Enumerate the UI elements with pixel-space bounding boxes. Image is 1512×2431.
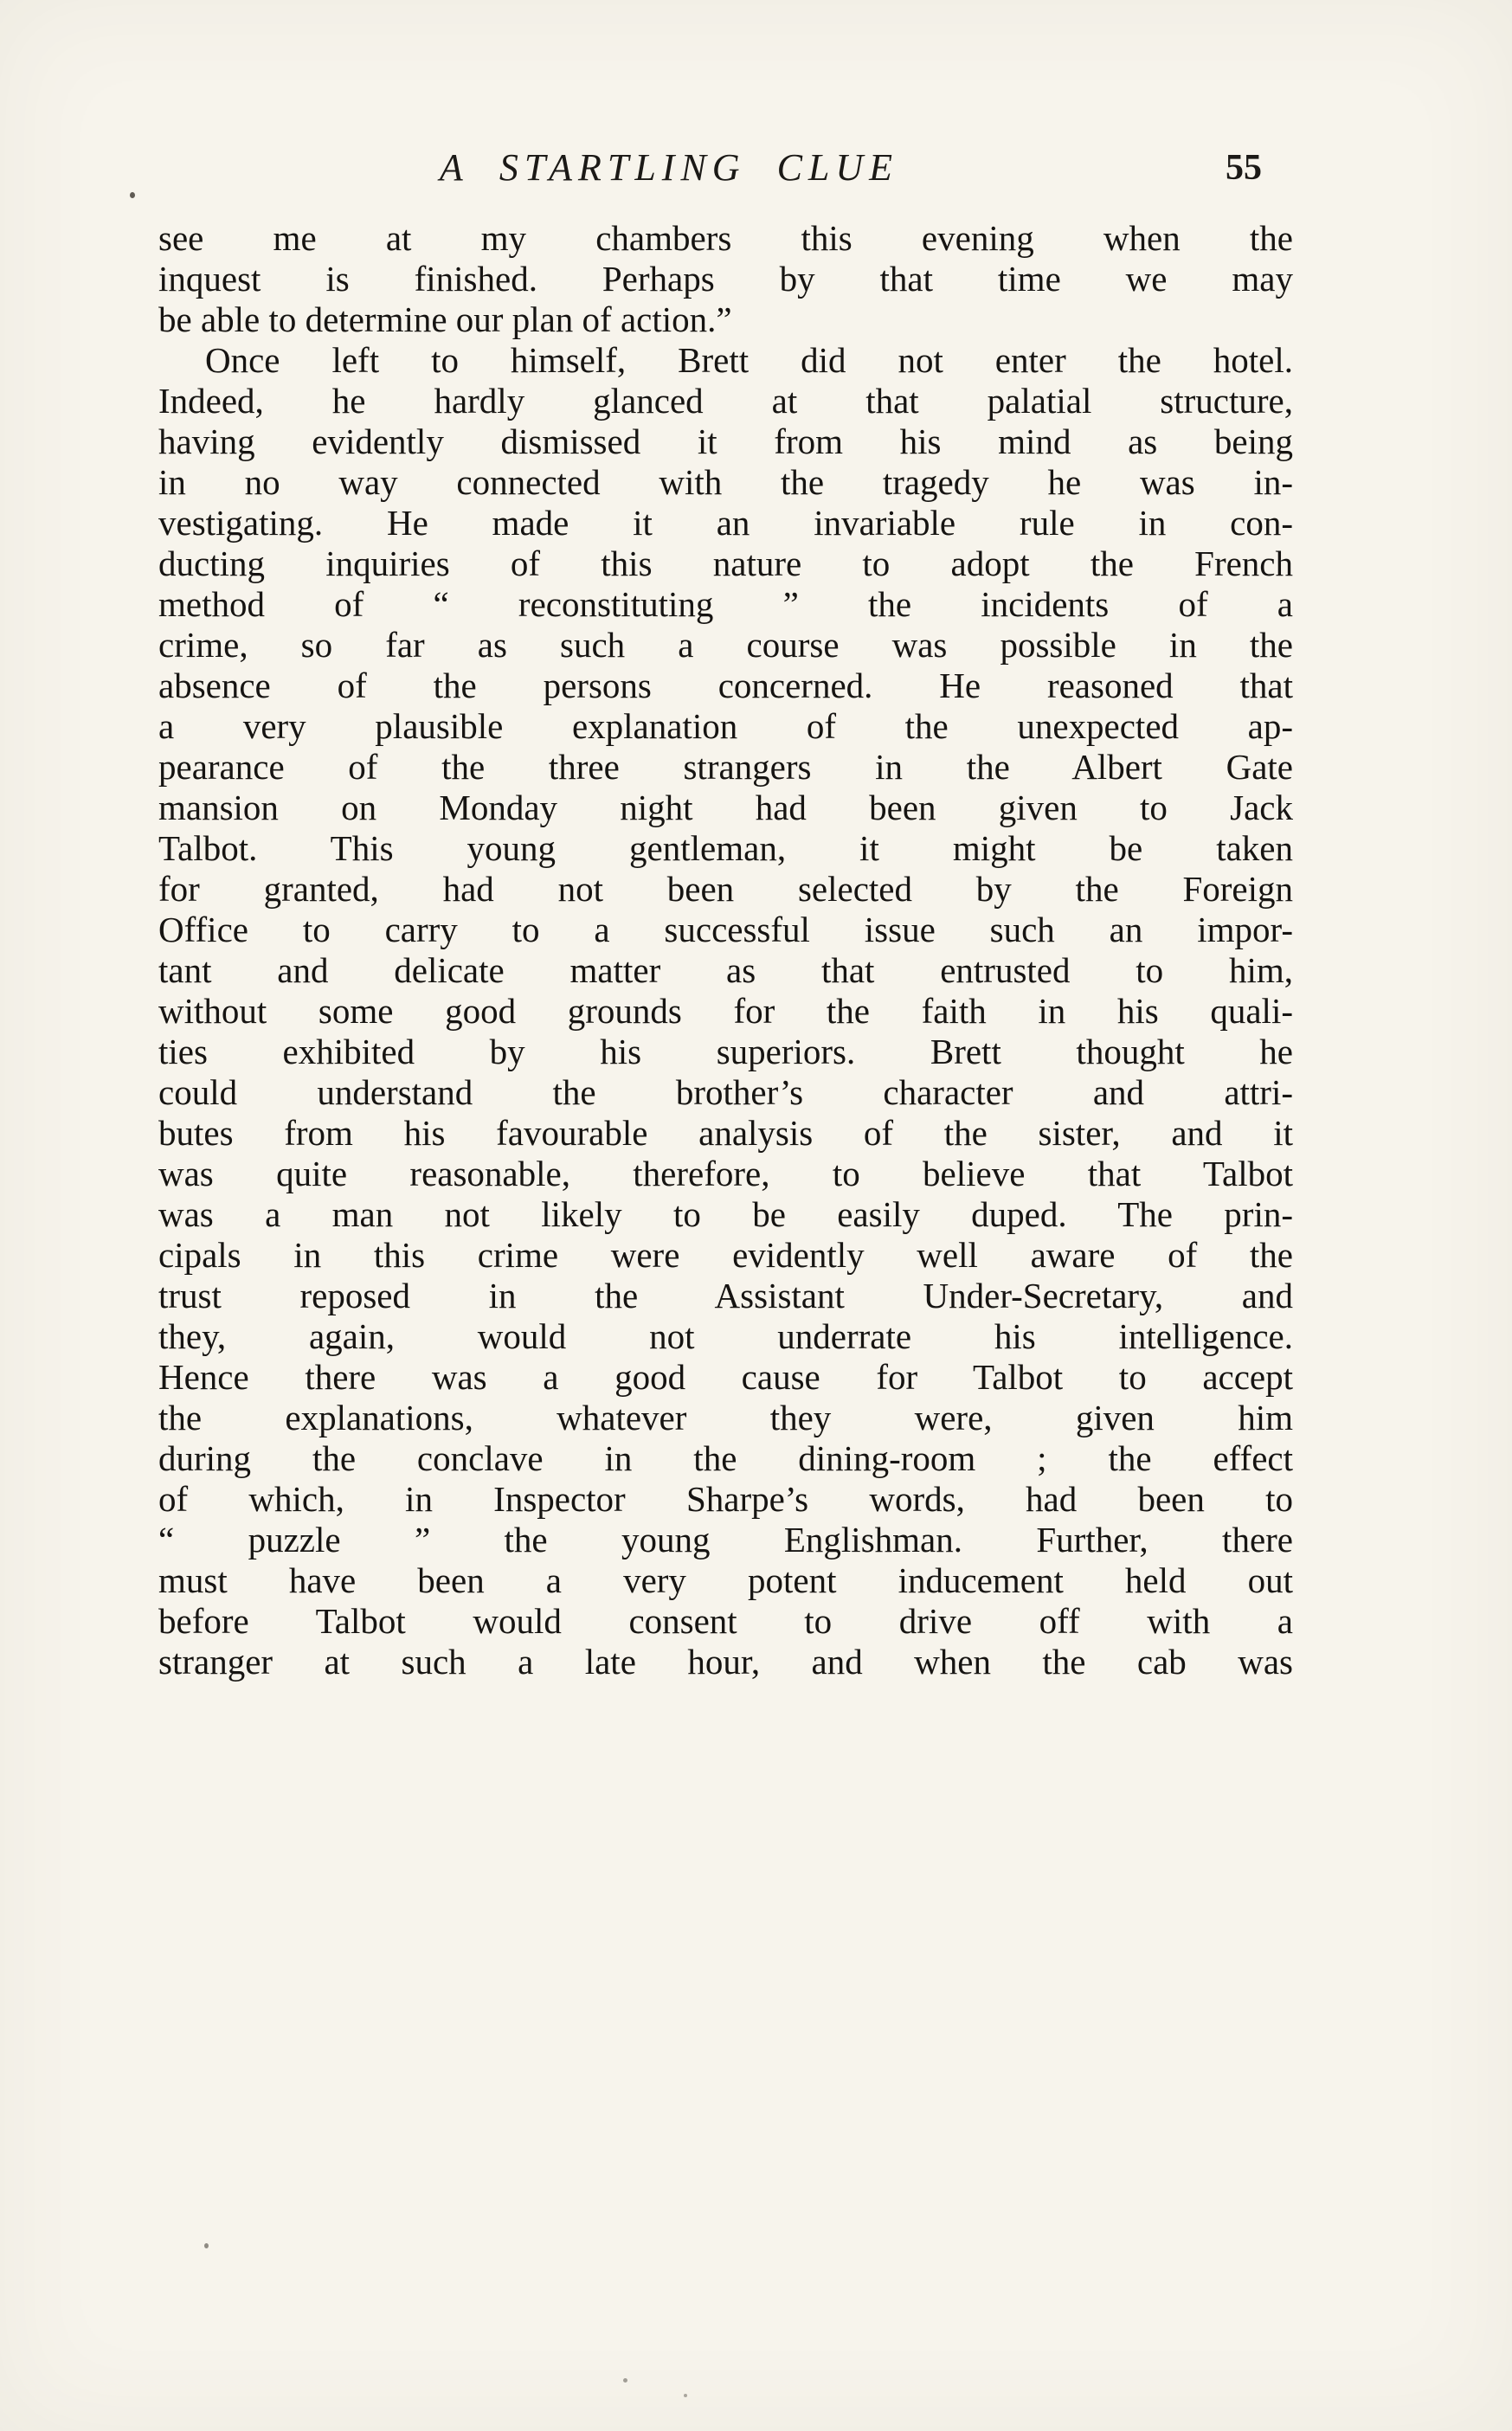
scan-artifact-dot xyxy=(684,2394,687,2397)
text-block xyxy=(158,218,1293,1682)
text-line: trust reposed in the Assistant Under-Secretary, and xyxy=(158,1276,1293,1315)
text-line: before Talbot would consent to drive off with a xyxy=(158,1601,1293,1641)
text-line: was quite reasonable, therefore, to believe that Talbot xyxy=(158,1154,1293,1193)
text-line: stranger at such a late hour, and when the cab was xyxy=(158,1642,1293,1682)
text-line: Once left to himself, Brett did not enter the hotel. xyxy=(205,340,1293,380)
scan-artifact-dot xyxy=(204,2243,209,2248)
text-line: of which, in Inspector Sharpe’s words, had been to xyxy=(158,1479,1293,1519)
running-header-title: A STARTLING CLUE xyxy=(439,146,899,189)
text-line: in no way connected with the tragedy he was in- xyxy=(158,462,1293,502)
text-line: inquest is finished. Perhaps by that time we may xyxy=(158,259,1293,299)
running-header xyxy=(158,145,1293,194)
text-line: tant and delicate matter as that entrusted to him, xyxy=(158,950,1293,990)
text-line: could understand the brother’s character and attri- xyxy=(158,1072,1293,1112)
text-line: mansion on Monday night had been given to Jack xyxy=(158,788,1293,827)
text-line: was a man not likely to be easily duped. The prin- xyxy=(158,1194,1293,1234)
text-line: they, again, would not underrate his intelligence. xyxy=(158,1316,1293,1356)
text-line: pearance of the three strangers in the Albert Gate xyxy=(158,747,1293,787)
text-line: method of “ reconstituting ” the incidents of a xyxy=(158,584,1293,624)
text-line: Indeed, he hardly glanced at that palatial structure, xyxy=(158,381,1293,421)
scan-artifact-dot xyxy=(130,192,135,198)
text-line: ties exhibited by his superiors. Brett thought he xyxy=(158,1032,1293,1071)
text-line: cipals in this crime were evidently well aware of the xyxy=(158,1235,1293,1275)
text-line: absence of the persons concerned. He reasoned that xyxy=(158,666,1293,705)
text-line: having evidently dismissed it from his mind as being xyxy=(158,421,1293,461)
text-line: Talbot. This young gentleman, it might be taken xyxy=(158,828,1293,868)
text-line: the explanations, whatever they were, given him xyxy=(158,1398,1293,1437)
text-line: be able to determine our plan of action.” xyxy=(158,299,732,339)
text-line: crime, so far as such a course was possible in the xyxy=(158,625,1293,665)
text-line: without some good grounds for the faith in his quali- xyxy=(158,991,1293,1031)
text-line: Office to carry to a successful issue such an impor- xyxy=(158,910,1293,949)
text-line: during the conclave in the dining-room ; the effect xyxy=(158,1438,1293,1478)
text-line: Hence there was a good cause for Talbot to accept xyxy=(158,1357,1293,1397)
text-line: a very plausible explanation of the unexpected ap- xyxy=(158,706,1293,746)
scan-artifact-dot xyxy=(623,2378,627,2383)
text-line: must have been a very potent inducement held out xyxy=(158,1560,1293,1600)
text-line: for granted, had not been selected by the Foreign xyxy=(158,869,1293,909)
text-line: ducting inquiries of this nature to adopt the French xyxy=(158,543,1293,583)
text-line: butes from his favourable analysis of the sister, and it xyxy=(158,1113,1293,1153)
text-line: “ puzzle ” the young Englishman. Further, there xyxy=(158,1520,1293,1560)
page-number: 55 xyxy=(1226,148,1262,188)
text-line: see me at my chambers this evening when the xyxy=(158,218,1293,258)
text-line: vestigating. He made it an invariable rule in con- xyxy=(158,503,1293,543)
